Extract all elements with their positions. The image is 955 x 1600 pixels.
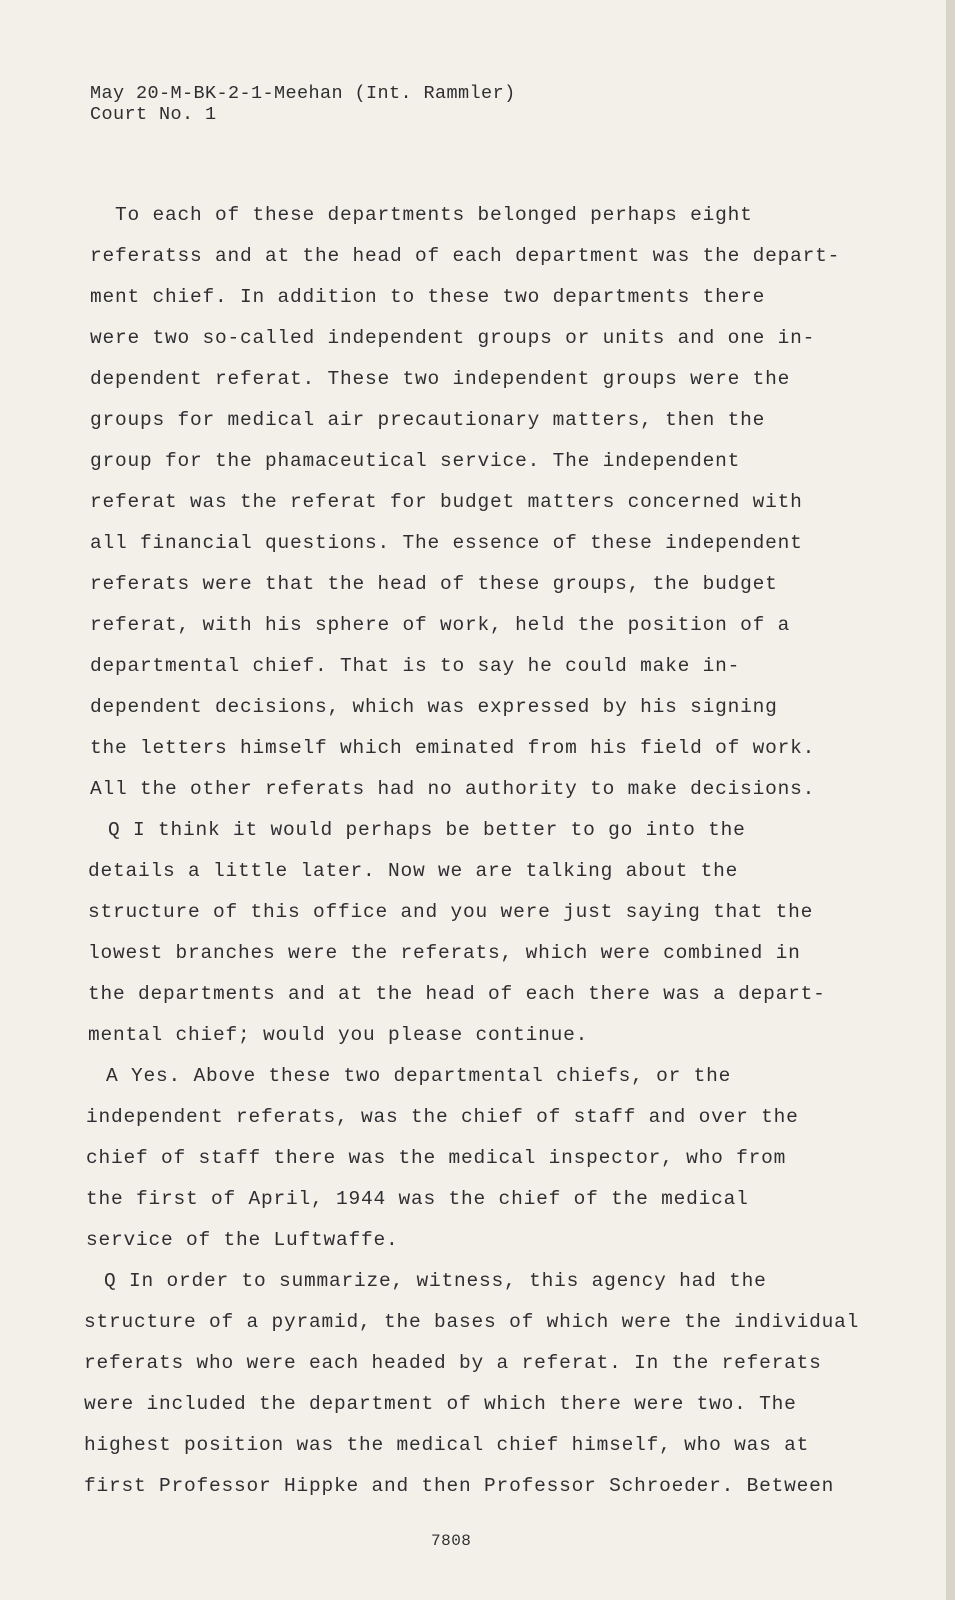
transcript-line: highest position was the medical chief himself, who was at <box>84 1434 810 1456</box>
transcript-line: the first of April, 1944 was the chief of the medical <box>86 1188 749 1210</box>
transcript-line: dependent decisions, which was expressed by his signing <box>90 696 778 718</box>
transcript-line: details a little later. Now we are talking about the <box>88 860 739 882</box>
page-number: 7808 <box>431 1532 472 1550</box>
transcript-line: group for the phamaceutical service. The independent <box>90 450 741 472</box>
transcript-line: independent referats, was the chief of staff and over the <box>86 1106 799 1128</box>
transcript-line: All the other referats had no authority to make decisions. <box>90 778 816 800</box>
transcript-line: first Professor Hippke and then Professor Schroeder. Between <box>84 1475 835 1497</box>
transcript-line: referatss and at the head of each department was the depart- <box>90 245 841 267</box>
transcript-line: the departments and at the head of each there was a depart- <box>88 983 826 1005</box>
transcript-line: the letters himself which eminated from his field of work. <box>90 737 816 759</box>
transcript-line: chief of staff there was the medical inspector, who from <box>86 1147 787 1169</box>
transcript-line: ment chief. In addition to these two departments there <box>90 286 766 308</box>
transcript-line: lowest branches were the referats, which were combined in <box>88 942 801 964</box>
header-court-line: Court No. 1 <box>90 104 217 125</box>
transcript-line: were two so-called independent groups or units and one in- <box>90 327 816 349</box>
transcript-line: referat, with his sphere of work, held the position of a <box>90 614 791 636</box>
header-session-line: May 20-M-BK-2-1-Meehan (Int. Rammler) <box>90 83 516 104</box>
transcript-line: referat was the referat for budget matters concerned with <box>90 491 803 513</box>
transcript-line: Q I think it would perhaps be better to go into the <box>108 819 746 841</box>
transcript-line: referats were that the head of these groups, the budget <box>90 573 778 595</box>
transcript-line: service of the Luftwaffe. <box>86 1229 399 1251</box>
transcript-line: To each of these departments belonged perhaps eight <box>115 204 753 226</box>
transcript-line: dependent referat. These two independent groups were the <box>90 368 791 390</box>
transcript-line: groups for medical air precautionary matters, then the <box>90 409 766 431</box>
transcript-line: structure of a pyramid, the bases of which were the individual <box>84 1311 860 1333</box>
transcript-line: departmental chief. That is to say he could make in- <box>90 655 741 677</box>
transcript-line: all financial questions. The essence of these independent <box>90 532 803 554</box>
transcript-line: were included the department of which there were two. The <box>84 1393 797 1415</box>
transcript-line: referats who were each headed by a referat. In the referats <box>84 1352 822 1374</box>
transcript-line: A Yes. Above these two departmental chiefs, or the <box>106 1065 732 1087</box>
transcript-line: Q In order to summarize, witness, this agency had the <box>104 1270 767 1292</box>
transcript-line: mental chief; would you please continue. <box>88 1024 589 1046</box>
transcript-line: structure of this office and you were just saying that the <box>88 901 814 923</box>
document-header <box>90 83 516 125</box>
